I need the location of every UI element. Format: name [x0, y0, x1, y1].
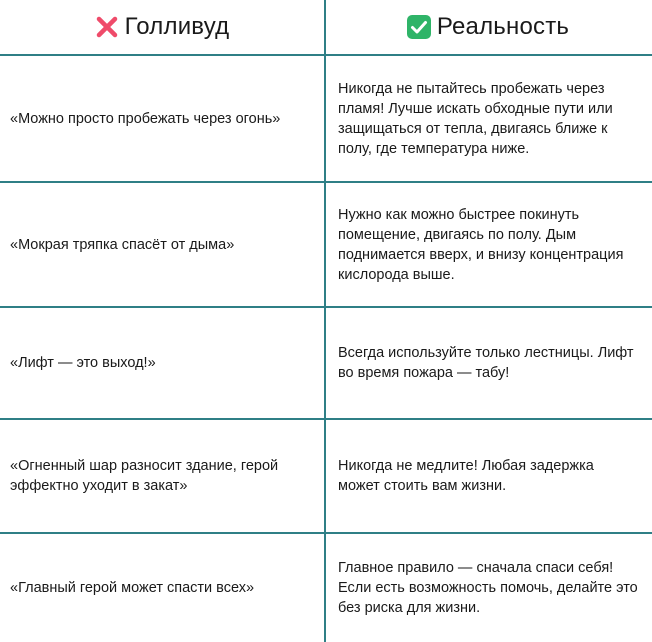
table-row-reality: Главное правило — сначала спаси себя! Если есть возможность помочь, делайте это без риска для жизни.: [338, 560, 638, 616]
header-hollywood-title: Голливуд: [124, 13, 230, 40]
table-row-reality: Нужно как можно быстрее покинуть помещение, двигаясь по полу. Дым поднимается вверх, и внизу концентрация кислорода выше.: [326, 183, 652, 308]
red-cross-icon: [95, 15, 119, 39]
header-reality: [326, 0, 652, 56]
table-row-reality: Всегда используйте только лестницы. Лифт во время пожара — табу!: [326, 308, 652, 420]
table-row-myth: «Лифт — это выход!»: [0, 308, 326, 420]
table-row-myth: «Огненный шар разносит здание, герой эффектно уходит в закат»: [0, 420, 326, 534]
header-hollywood: [0, 0, 326, 56]
table-row-reality: Никогда не пытайтесь пробежать через пламя! Лучше искать обходные пути или защищаться от тепла, двигаясь ближе к полу, где температура ниже.: [326, 56, 652, 183]
table-row-myth: «Можно просто пробежать через огонь»: [0, 56, 326, 183]
table-row-myth: «Мокрая тряпка спасёт от дыма»: [0, 183, 326, 308]
table-row-reality: Никогда не медлите! Любая задержка может стоить вам жизни.: [326, 420, 652, 534]
green-check-icon: [407, 15, 431, 39]
header-reality-title: Реальность: [436, 13, 570, 40]
table-row-myth: «Главный герой может спасти всех»: [0, 534, 326, 642]
